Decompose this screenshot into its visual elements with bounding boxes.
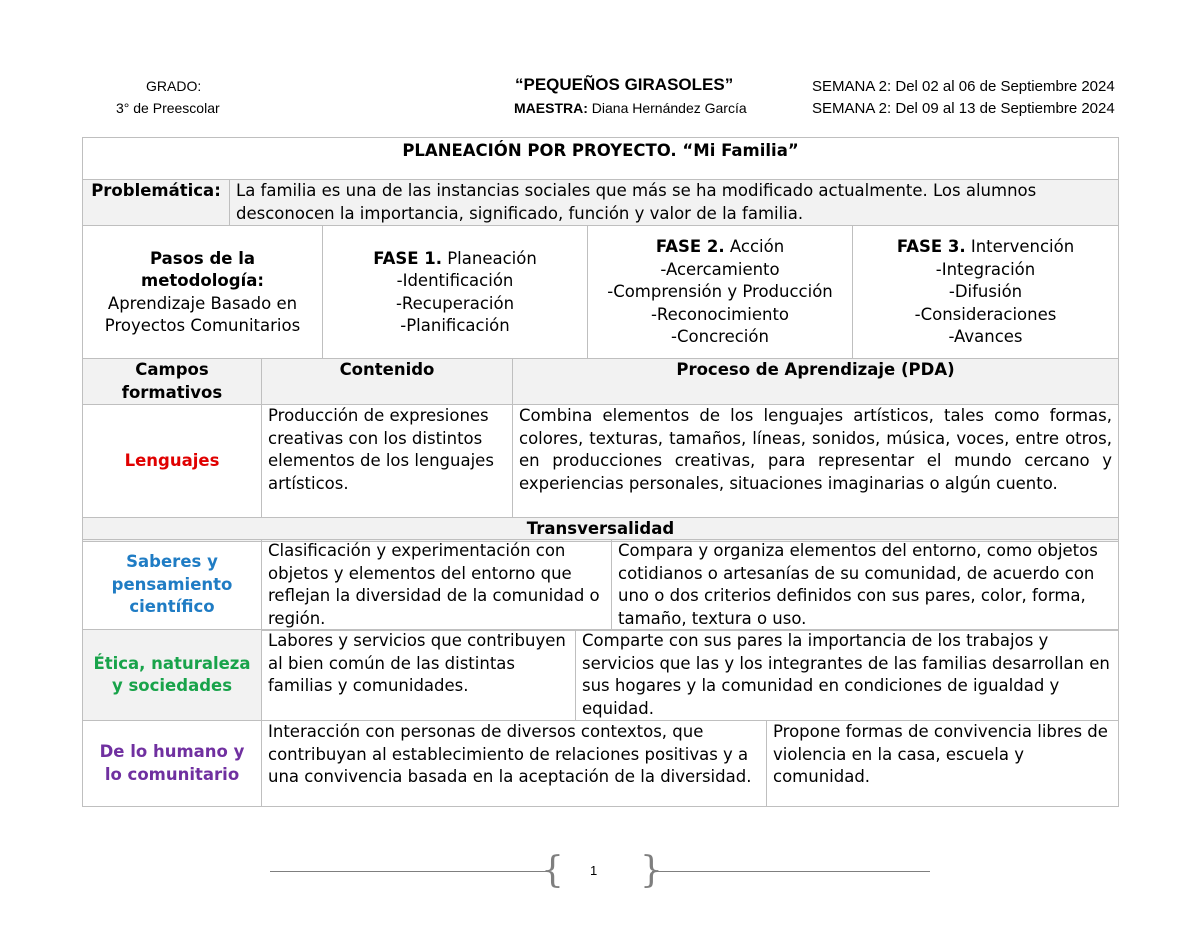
header-contenido: Contenido (262, 359, 513, 405)
grado-value: 3° de Preescolar (116, 100, 220, 116)
semana-1-label: SEMANA 2: (812, 78, 892, 95)
header-pda: Proceso de Aprendizaje (PDA) (513, 359, 1119, 405)
school-name: “PEQUEÑOS GIRASOLES” (515, 75, 734, 94)
fase-2-item: -Reconocimiento (650, 304, 790, 324)
contenido-saberes: Clasificación y experimentación con objetos y elementos del entorno que reflejan la diversidad de la comunidad o región. (262, 540, 612, 631)
contenido-etica: Labores y servicios que contribuyen al bien común de las distintas familias y comunidades. (262, 630, 576, 721)
fase-2-item: -Acercamiento (660, 259, 780, 279)
fase-3-name: Intervención (970, 237, 1075, 257)
fase-3-bold: FASE 3. (896, 237, 966, 257)
transversalidad-heading: Transversalidad (83, 518, 1119, 542)
contenido-lenguajes: Producción de expresiones creativas con los distintos elementos de los lenguajes artísticos. (262, 405, 513, 518)
semana-2-label: SEMANA 2: (812, 100, 892, 117)
pda-humano: Propone formas de convivencia libres de violencia en la casa, escuela y comunidad. (767, 721, 1119, 807)
semana-2-line (812, 100, 1115, 117)
semana-1-dates: Del 02 al 06 de Septiembre 2024 (895, 78, 1115, 95)
fase-1-name: Planeación (447, 248, 537, 268)
fase-1-item: -Identificación (396, 271, 514, 290)
campo-saberes: Saberes y pensamiento científico (83, 540, 262, 631)
problematica-label: Problemática: (83, 180, 230, 226)
grado-label: GRADO: (146, 78, 202, 94)
plan-title: PLANEACIÓN POR PROYECTO. “Mi Familia” (83, 138, 1119, 180)
pasos-cell (83, 226, 323, 360)
semana-2-dates: Del 09 al 13 de Septiembre 2024 (895, 100, 1115, 117)
fase-1-bold: FASE 1. (373, 248, 442, 268)
campo-humano: De lo humano y lo comunitario (83, 721, 262, 807)
footer-line-left (270, 871, 548, 872)
pasos-subtitle: Aprendizaje Basado en Proyectos Comunitarios (104, 293, 301, 335)
fase-3-item: -Integración (935, 259, 1036, 279)
fase-3-cell (853, 226, 1119, 360)
pda-saberes: Compara y organiza elementos del entorno, como objetos cotidianos o artesanías de su comunidad, de acuerdo con uno o dos criterios definidos con sus pares, color, forma, tamaño, textura o uso. (612, 540, 1119, 631)
planning-table-etica (82, 629, 1119, 721)
semana-1-line (812, 78, 1115, 95)
pda-lenguajes: Combina elementos de los lenguajes artísticos, tales como formas, colores, texturas, tamaños, líneas, sonidos, música, voces, entre otros, en producciones creativas, para representar el mundo cercano y experiencias personales, situaciones imaginarias o algún cuento. (513, 405, 1119, 518)
maestra-name: Diana Hernández García (591, 100, 747, 116)
fase-2-item: -Concreción (671, 327, 769, 347)
fase-3-item: -Avances (948, 327, 1023, 347)
footer-brace-right: } (640, 850, 663, 891)
page-number: 1 (590, 863, 598, 878)
maestra-line (514, 100, 747, 116)
contenido-humano: Interacción con personas de diversos contextos, que contribuyan al establecimiento de relaciones positivas y a una convivencia basada en la aceptación de la diversidad. (262, 721, 767, 807)
fase-2-item: -Comprensión y Producción (607, 282, 833, 302)
pda-etica: Comparte con sus pares la importancia de los trabajos y servicios que las y los integrantes de las familias desarrollan en sus hogares y la comunidad en condiciones de igualdad y equidad. (576, 630, 1119, 721)
planning-table-lenguajes (82, 358, 1119, 542)
pasos-label: Pasos de la metodología: (141, 248, 264, 290)
fase-3-item: -Consideraciones (914, 304, 1057, 324)
fase-2-cell (588, 226, 853, 360)
fase-1-item: -Planificación (400, 316, 510, 335)
planning-table-saberes (82, 539, 1119, 631)
fase-1-cell (323, 226, 588, 360)
planning-table-humano (82, 720, 1119, 807)
header-campos: Campos formativos (83, 359, 262, 405)
footer-line-right (652, 871, 930, 872)
footer-brace-left: { (541, 850, 564, 891)
fase-2-bold: FASE 2. (655, 237, 725, 257)
campo-etica: Ética, naturaleza y sociedades (83, 630, 262, 721)
planning-table-top (82, 137, 1119, 360)
maestra-label: MAESTRA: (514, 100, 588, 116)
campo-lenguajes: Lenguajes (83, 405, 262, 518)
fase-3-item: -Difusión (948, 282, 1023, 302)
fase-2-name: Acción (729, 237, 785, 257)
problematica-text: La familia es una de las instancias sociales que más se ha modificado actualmente. Los alumnos desconocen la importancia, significado, función y valor de la familia. (230, 180, 1119, 226)
fase-1-item: -Recuperación (395, 293, 515, 313)
